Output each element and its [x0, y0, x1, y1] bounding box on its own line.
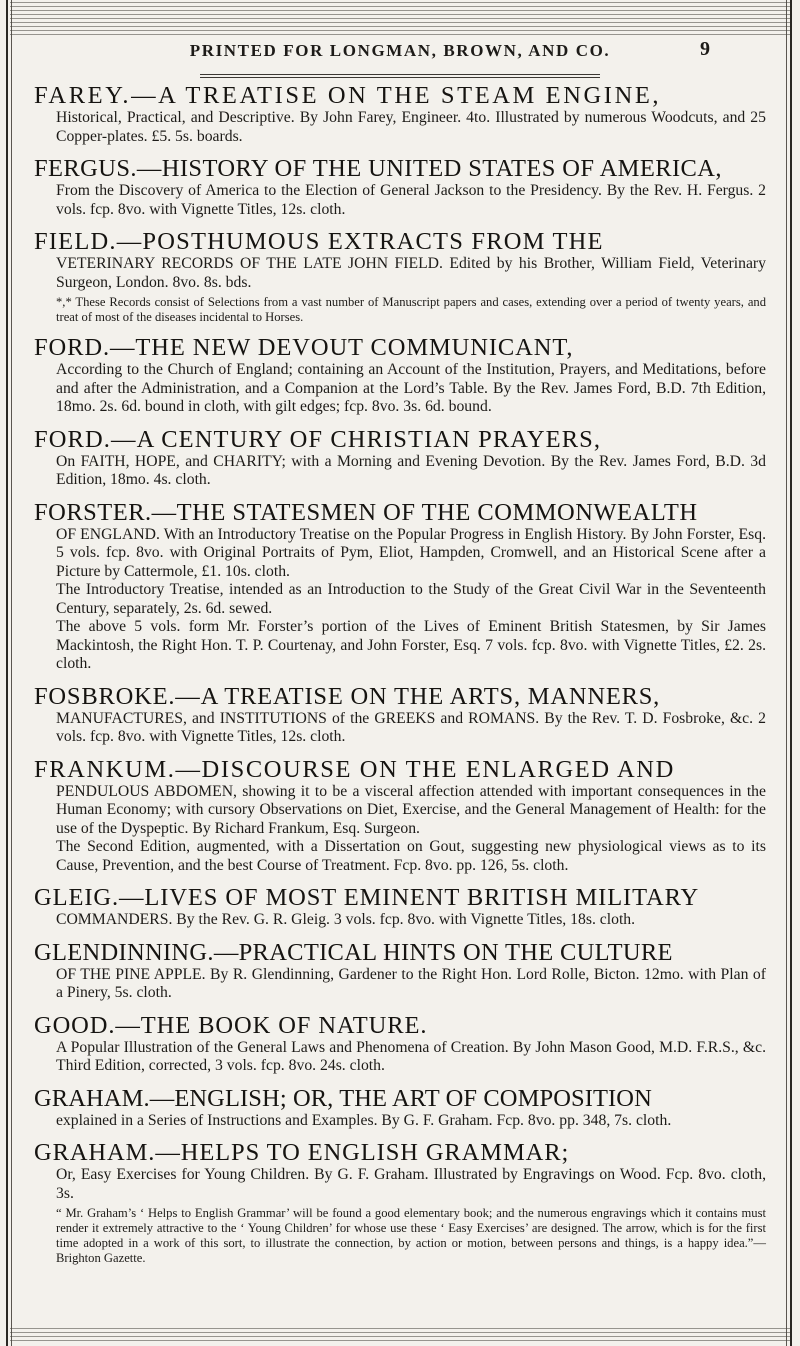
catalogue-entry-graham-helps: [34, 1139, 766, 1266]
entry-title: GRAHAM.—ENGLISH; OR, THE ART OF COMPOSITION: [34, 1084, 652, 1112]
entry-description: OF THE PINE APPLE. By R. Glendinning, Gardener to the Right Hon. Lord Rolle, Bicton. 12mo. with Plan of a Pinery, 5s. cloth.: [56, 965, 766, 1001]
entry-description: PENDULOUS ABDOMEN, showing it to be a visceral affection attended with important consequences in the Human Economy; with cursory Observations on Diet, Exercise, and the General Management of Health: for the use of the Dyspeptic. By Richard Frankum, Esq. Surgeon.: [56, 782, 766, 837]
entry-description: Historical, Practical, and Descriptive. By John Farey, Engineer. 4to. Illustrated by numerous Woodcuts, and 25 Copper-plates. £5. 5s. boards.: [56, 109, 766, 145]
top-decorative-rules: [10, 2, 790, 36]
catalogue-listing: [34, 82, 766, 1275]
catalogue-entry-good: [34, 1012, 766, 1076]
entry-title: FIELD.—POSTHUMOUS EXTRACTS FROM THE: [34, 228, 604, 255]
running-title: PRINTED FOR LONGMAN, BROWN, AND CO.: [189, 41, 611, 60]
entry-review-quote: “ Mr. Graham’s ‘ Helps to English Grammar’ will be found a good elementary book; and the numerous engravings which it contains must render it extremely attractive to the ‘ Young Children’ for whose use these ‘ Easy Exercises’ are designed. The arrow, which is for the first time adopted in a work of this sort, to illustrate the connection, by action or motion, between persons and things, is a happy idea.”—Brighton Gazette.: [56, 1206, 766, 1265]
bottom-decorative-rules: [10, 1328, 790, 1342]
header-rule: [200, 74, 600, 78]
entry-description: On FAITH, HOPE, and CHARITY; with a Morning and Evening Devotion. By the Rev. James Ford, B.D. 3d Edition, 18mo. 4s. cloth.: [56, 452, 766, 488]
entry-title: GOOD.—THE BOOK OF NATURE.: [34, 1011, 428, 1039]
entry-note: *,* These Records consist of Selections from a vast number of Manuscript papers and cases, extending over a period of twenty years, and treat of most of the diseases incidental to Horses.: [56, 295, 766, 324]
catalogue-entry-farey: [34, 82, 766, 146]
entry-description-extra: The Introductory Treatise, intended as an Introduction to the Study of the Great Civil War in the Seventeenth Century, separately, 2s. 6d. sewed.: [56, 581, 766, 617]
catalogue-entry-fosbroke: [34, 683, 766, 747]
entry-description: MANUFACTURES, and INSTITUTIONS of the GREEKS and ROMANS. By the Rev. T. D. Fosbroke, &c. 2 vols. fcp. 8vo. with Vignette Titles, 12s. cloth.: [56, 709, 766, 745]
catalogue-entry-frankum: [34, 756, 766, 876]
catalogue-entry-ford-prayers: [34, 426, 766, 490]
entry-title: FAREY.—A TREATISE ON THE STEAM ENGINE,: [34, 82, 662, 109]
entry-description: VETERINARY RECORDS OF THE LATE JOHN FIELD. Edited by his Brother, William Field, Veterinary Surgeon, London. 8vo. 8s. bds.: [56, 255, 766, 291]
entry-description: Or, Easy Exercises for Young Children. By G. F. Graham. Illustrated by Engravings on Wood. Fcp. 8vo. cloth, 3s.: [56, 1166, 766, 1202]
entry-description: From the Discovery of America to the Election of General Jackson to the Presidency. By the Rev. H. Fergus. 2 vols. fcp. 8vo. with Vignette Titles, 12s. cloth.: [56, 182, 766, 218]
entry-title: FRANKUM.—DISCOURSE ON THE ENLARGED AND: [34, 755, 675, 783]
catalogue-entry-glendinning: [34, 939, 766, 1003]
catalogue-entry-graham-english: [34, 1085, 766, 1131]
catalogue-entry-forster: [34, 499, 766, 674]
entry-title: GLEIG.—LIVES OF MOST EMINENT BRITISH MILITARY: [34, 884, 700, 911]
entry-description: A Popular Illustration of the General Laws and Phenomena of Creation. By John Mason Good, M.D. F.R.S., &c. Third Edition, corrected, 3 vols. fcp. 8vo. 24s. cloth.: [56, 1038, 766, 1074]
entry-description: OF ENGLAND. With an Introductory Treatise on the Popular Progress in English History. By John Forster, Esq. 5 vols. fcp. 8vo. with Original Portraits of Pym, Eliot, Hampden, Cromwell, and an Historical Scene after a Picture by Cattermole, £1. 10s. cloth.: [56, 525, 766, 580]
entry-description: COMMANDERS. By the Rev. G. R. Gleig. 3 vols. fcp. 8vo. with Vignette Titles, 18s. cloth.: [56, 911, 636, 928]
entry-title: FORD.—A CENTURY OF CHRISTIAN PRAYERS,: [34, 425, 602, 453]
catalogue-entry-gleig: [34, 884, 766, 930]
entry-description-extra: The Second Edition, augmented, with a Dissertation on Gout, suggesting new physiological views as to its Cause, Prevention, and the best Course of Treatment. Fcp. 8vo. pp. 126, 5s. cloth.: [56, 838, 766, 874]
catalogue-entry-ford-communicant: [34, 334, 766, 417]
entry-description: According to the Church of England; containing an Account of the Institution, Prayers, and Meditations, before and after the Administration, and a Companion at the Lord’s Table. By the Rev. James Ford, B.D. 7th Edition, 18mo. 2s. 6d. bound in cloth, with gilt edges; fcp. 8vo. 3s. 6d. bound.: [56, 361, 766, 415]
entry-title: FOSBROKE.—A TREATISE ON THE ARTS, MANNERS,: [34, 682, 661, 710]
entry-title: GRAHAM.—HELPS TO ENGLISH GRAMMAR;: [34, 1139, 570, 1166]
entry-title: FORSTER.—THE STATESMEN OF THE COMMONWEALTH: [34, 498, 698, 526]
entry-title: GLENDINNING.—PRACTICAL HINTS ON THE CULTURE: [34, 938, 673, 966]
page-header: [28, 38, 772, 64]
entry-description-extra: The above 5 vols. form Mr. Forster’s portion of the Lives of Eminent British Statesmen, by Sir James Mackintosh, the Right Hon. T. P. Courtenay, and John Forster, Esq. 7 vols. fcp. 8vo. with Vignette Titles, £2. 2s. cloth.: [56, 618, 766, 672]
entry-title: FORD.—THE NEW DEVOUT COMMUNICANT,: [34, 334, 574, 361]
catalogue-entry-fergus: [34, 155, 766, 219]
page-number: 9: [700, 38, 710, 60]
entry-description: explained in a Series of Instructions and Examples. By G. F. Graham. Fcp. 8vo. pp. 348, 7s. cloth.: [56, 1111, 672, 1129]
catalogue-entry-field: [34, 228, 766, 325]
entry-title: FERGUS.—HISTORY OF THE UNITED STATES OF AMERICA,: [34, 155, 722, 182]
